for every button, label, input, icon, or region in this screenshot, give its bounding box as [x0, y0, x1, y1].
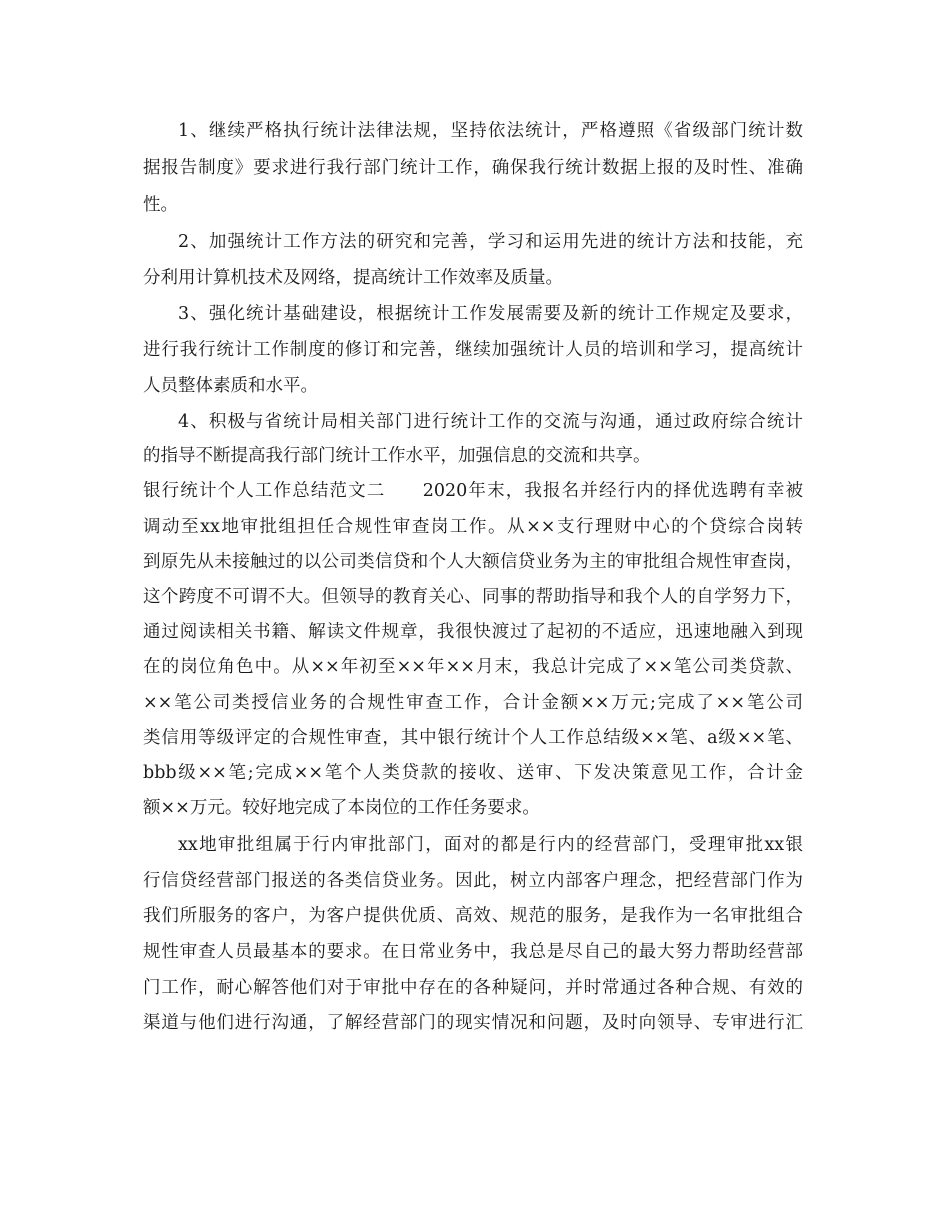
paragraph-line: 通过阅读相关书籍、解读文件规章，我很快渡过了起初的不适应，迅速地融入到现 [143, 622, 803, 642]
paragraph-line: 渠道与他们进行沟通，了解经营部门的现实情况和问题，及时向领导、专审进行汇 [143, 1013, 803, 1033]
paragraph-line: 我们所服务的客户，为客户提供优质、高效、规范的服务，是我作为一名审批组合 [143, 906, 803, 926]
paragraph-line: 4、积极与省统计局相关部门进行统计工作的交流与沟通，通过政府综合统计 [178, 412, 803, 432]
paragraph-line: 到原先从未接触过的以公司类信贷和个人大额信贷业务为主的审批组合规性审查岗， [143, 552, 803, 572]
paragraph-line: 额××万元。较好地完成了本岗位的工作任务要求。 [143, 798, 540, 818]
paragraph-line: 门工作，耐心解答他们对于审批中存在的各种疑问，并时常通过各种合规、有效的 [143, 978, 803, 998]
paragraph-line: ××笔公司类授信业务的合规性审查工作，合计金额××万元;完成了××笔公司 [143, 693, 803, 713]
paragraph-line: 分利用计算机技术及网络，提高统计工作效率及质量。 [143, 268, 563, 288]
paragraph-line: 人员整体素质和水平。 [143, 376, 318, 396]
paragraph-line: 的指导不断提高我行部门统计工作水平，加强信息的交流和共享。 [143, 446, 651, 466]
paragraph-line: 类信用等级评定的合规性审查，其中银行统计个人工作总结级××笔、a级××笔、 [143, 728, 803, 748]
paragraph-line: xx地审批组属于行内审批部门，面对的都是行内的经营部门，受理审批xx银 [178, 835, 803, 855]
paragraph-line: 据报告制度》要求进行我行部门统计工作，确保我行统计数据上报的及时性、准确 [143, 158, 803, 178]
paragraph-line: 进行我行统计工作制度的修订和完善，继续加强统计人员的培训和学习，提高统计 [143, 340, 803, 360]
paragraph-line: bbb级××笔;完成××笔个人类贷款的接收、送审、下发决策意见工作，合计金 [143, 763, 803, 783]
paragraph-line: 2、加强统计工作方法的研究和完善，学习和运用先进的统计方法和技能，充 [178, 232, 803, 252]
paragraph-line: 规性审查人员最基本的要求。在日常业务中，我总是尽自己的最大努力帮助经营部 [143, 942, 803, 962]
paragraph-line: 1、继续严格执行统计法律法规，坚持依法统计，严格遵照《省级部门统计数 [178, 121, 803, 141]
section-title-line: 银行统计个人工作总结范文二 2020年末，我报名并经行内的择优选聘有幸被 [143, 481, 803, 501]
paragraph-line: 性。 [143, 195, 178, 215]
paragraph-line: 在的岗位角色中。从××年初至××年××月末，我总计完成了××笔公司类贷款、 [143, 657, 803, 677]
paragraph-line: 3、强化统计基础建设，根据统计工作发展需要及新的统计工作规定及要求， [178, 304, 803, 324]
paragraph-line: 这个跨度不可谓不大。但领导的教育关心、同事的帮助指导和我个人的自学努力下， [143, 587, 803, 607]
paragraph-line: 行信贷经营部门报送的各类信贷业务。因此，树立内部客户理念，把经营部门作为 [143, 871, 803, 891]
paragraph-line: 调动至xx地审批组担任合规性审查岗工作。从××支行理财中心的个贷综合岗转 [143, 517, 803, 537]
